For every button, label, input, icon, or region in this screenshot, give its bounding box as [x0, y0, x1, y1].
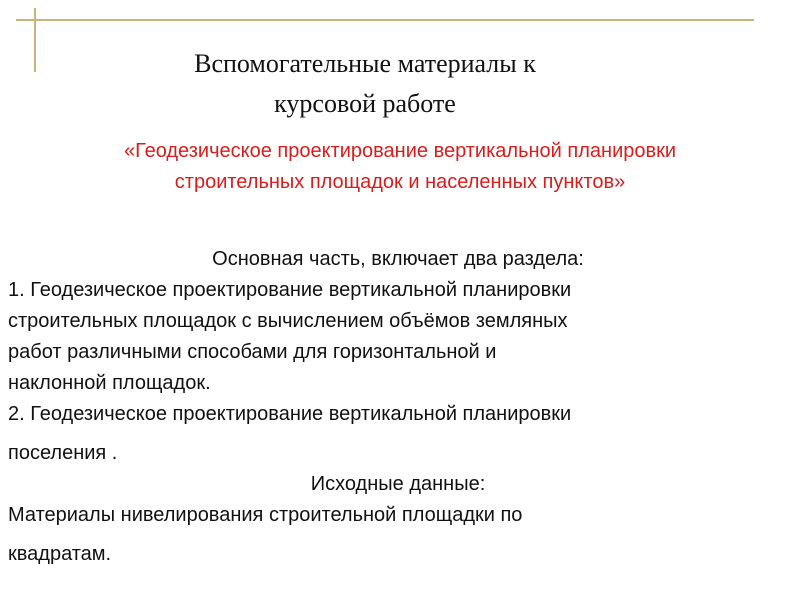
left-decorative-rule	[34, 8, 36, 72]
section-item-2	[8, 399, 788, 469]
source-heading: Исходные данные:	[310, 473, 486, 495]
source-line-1: Материалы нивелирования строительной площадки по	[8, 504, 523, 526]
title-line-1: Вспомогательные материалы к	[194, 49, 536, 78]
subtitle-line-1: «Геодезическое проектирование вертикальной планировки	[123, 140, 677, 162]
section-item-1	[8, 275, 788, 399]
item2-line-2: поселения .	[8, 442, 118, 464]
slide-subtitle	[20, 136, 780, 198]
item2-line-1: 2. Геодезическое проектирование вертикальной планировки	[8, 403, 572, 425]
body-intro: Основная часть, включает два раздела:	[212, 248, 584, 270]
title-line-2: курсовой работе	[274, 89, 456, 118]
slide-title	[100, 44, 630, 124]
source-text	[8, 500, 788, 570]
slide-body	[8, 244, 788, 570]
item1-line-2: строительных площадок с вычислением объёмов земляных	[8, 310, 568, 332]
source-line-2: квадратам.	[8, 543, 112, 565]
item1-line-1: 1. Геодезическое проектирование вертикальной планировки	[8, 279, 572, 301]
top-decorative-rule	[16, 19, 754, 21]
item1-line-3: работ различными способами для горизонтальной и	[8, 341, 497, 363]
item1-line-4: наклонной площадок.	[8, 372, 211, 394]
subtitle-line-2: строительных площадок и населенных пунктов»	[174, 171, 626, 193]
